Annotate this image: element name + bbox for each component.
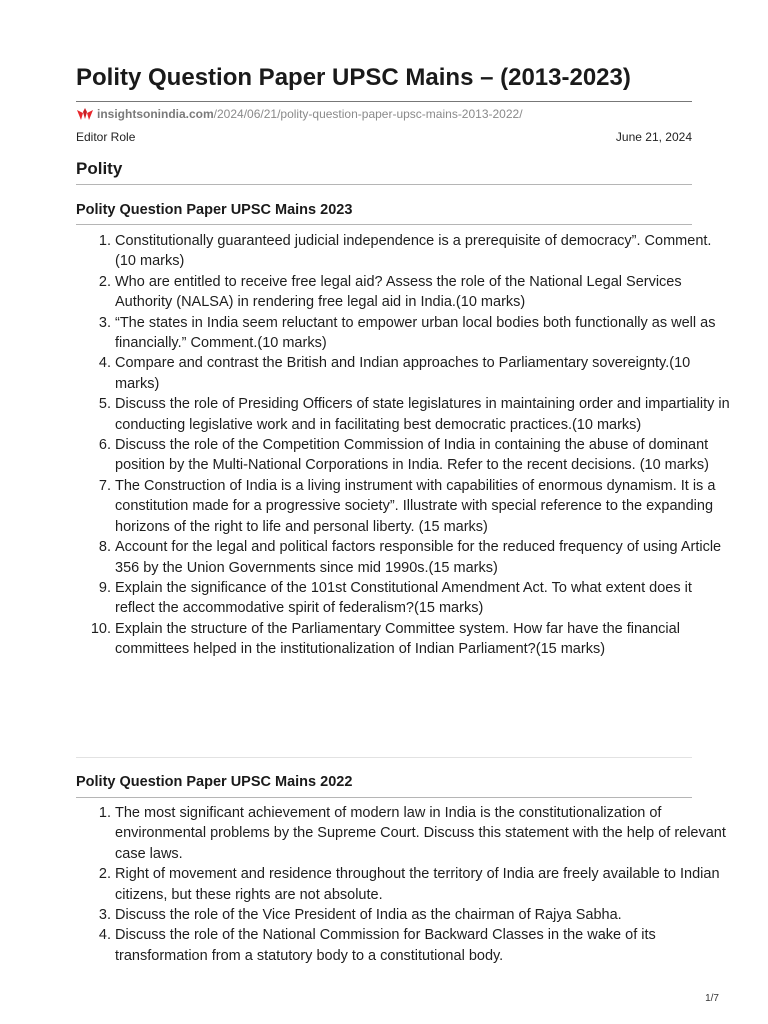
section-divider [76, 184, 692, 185]
question-item: 6. Discuss the role of the Competition Commission of India in containing the abuse of dominant position by the Multi-National Corporations in India. Refer to the recent decisions. (10 marks) [115, 435, 735, 476]
question-item: 4. Discuss the role of the National Commission for Backward Classes in the wake of its transformation from a statutory body to a constitutional body. [115, 925, 735, 966]
page-title: Polity Question Paper UPSC Mains – (2013-2023) [76, 64, 631, 91]
question-item: 3. Discuss the role of the Vice President of India as the chairman of Rajya Sabha. [115, 905, 735, 925]
page-number: 1/7 [705, 993, 719, 1004]
title-divider [76, 101, 692, 102]
questions-2023-list [76, 231, 735, 660]
section-separator [76, 757, 692, 758]
heading-2023-divider [76, 224, 692, 225]
question-item: 7. The Construction of India is a living instrument with capabilities of enormous dynamism. It is a constitution made for a progressive society”. Illustrate with special reference to the expanding horizons of the right to life and personal liberty. (15 marks) [115, 476, 735, 537]
heading-2022-divider [76, 797, 692, 798]
publish-date: June 21, 2024 [615, 130, 692, 144]
source-url[interactable] [76, 106, 523, 122]
author-label: Editor Role [76, 130, 136, 144]
question-item: 2. Right of movement and residence throughout the territory of India are freely available to Indian citizens, but these rights are not absolute. [115, 864, 735, 905]
question-item: 10. Explain the structure of the Parliamentary Committee system. How far have the financial committees helped in the institutionalization of Indian Parliament?(15 marks) [115, 619, 735, 660]
question-item: 4. Compare and contrast the British and Indian approaches to Parliamentary sovereignty.(10 marks) [115, 353, 735, 394]
section-title: Polity [76, 159, 123, 178]
question-item: 9. Explain the significance of the 101st Constitutional Amendment Act. To what extent does it reflect the accommodative spirit of federalism?(15 marks) [115, 578, 735, 619]
source-domain: insightsonindia.com [97, 107, 214, 121]
question-item: 2. Who are entitled to receive free legal aid? Assess the role of the National Legal Services Authority (NALSA) in rendering free legal aid in India.(10 marks) [115, 272, 735, 313]
question-item: 5. Discuss the role of Presiding Officers of state legislatures in maintaining order and impartiality in conducting legislative work and in facilitating best democratic practices.(10 marks) [115, 394, 735, 435]
source-path: /2024/06/21/polity-question-paper-upsc-mains-2013-2022/ [213, 107, 523, 121]
heading-2022: Polity Question Paper UPSC Mains 2022 [76, 774, 353, 790]
meta-row [76, 130, 692, 144]
heading-2023: Polity Question Paper UPSC Mains 2023 [76, 202, 353, 218]
question-item: 8. Account for the legal and political factors responsible for the reduced frequency of using Article 356 by the Union Governments since mid 1990s.(15 marks) [115, 537, 735, 578]
question-item: 1. The most significant achievement of modern law in India is the constitutionalization of environmental problems by the Supreme Court. Discuss this statement with the help of relevant case laws. [115, 803, 735, 864]
questions-2022-list [76, 803, 735, 966]
question-item: 3. “The states in India seem reluctant to empower urban local bodies both functionally as well as financially.” Comment.(10 marks) [115, 313, 735, 354]
question-item: 1. Constitutionally guaranteed judicial independence is a prerequisite of democracy”. Comment. (10 marks) [115, 231, 735, 272]
insights-logo-icon [76, 107, 94, 121]
